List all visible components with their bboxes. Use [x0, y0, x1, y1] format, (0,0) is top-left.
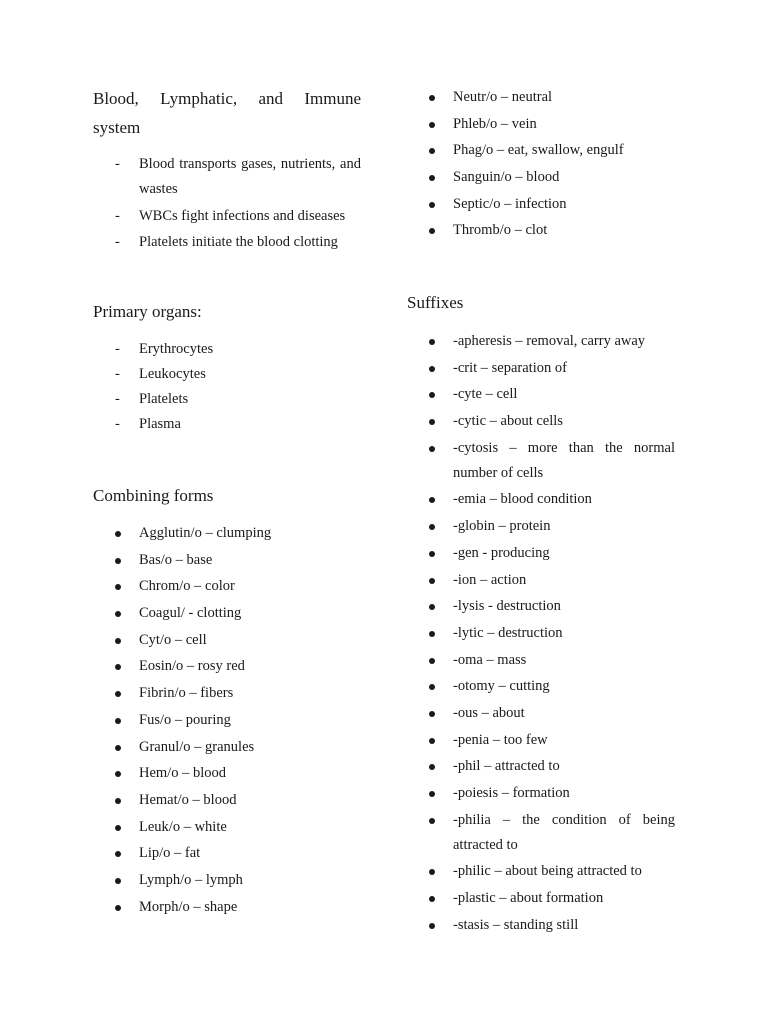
list-item	[407, 808, 675, 858]
bullet-icon	[115, 718, 121, 724]
list-item-text: -poiesis – formation	[453, 785, 570, 801]
list-item-text: Neutr/o – neutral	[453, 89, 553, 105]
list-item	[93, 815, 361, 840]
list-item-text: Chrom/o – color	[139, 578, 235, 595]
bullet-icon	[429, 446, 435, 452]
bullet-icon	[429, 392, 435, 398]
list-item-text: Fus/o – pouring	[139, 711, 231, 728]
list-item-text: -cyte – cell	[453, 386, 518, 403]
list-item-text: Bas/o – base	[139, 551, 213, 568]
list-item-text: -crit – separation of	[453, 359, 567, 376]
section-heading-blood-system	[93, 84, 361, 142]
list-item	[407, 754, 675, 779]
bullet-icon	[429, 95, 435, 101]
list-item-text: Leukocytes	[139, 366, 206, 382]
list-item-text: -globin – protein	[453, 518, 551, 535]
combining-forms-list	[93, 521, 361, 921]
list-item-text: Granul/o – granules	[139, 738, 255, 755]
list-item	[407, 648, 675, 673]
bullet-icon	[429, 764, 435, 770]
bullet-icon	[429, 869, 435, 875]
bullet-icon	[429, 551, 435, 557]
list-item: - WBCs fight infections and diseases	[115, 207, 346, 224]
section-heading-primary-organs: Primary organs:	[93, 302, 202, 321]
list-item	[93, 868, 361, 893]
bullet-icon	[429, 228, 435, 234]
bullet-icon	[429, 524, 435, 530]
bullet-icon	[429, 175, 435, 181]
list-item-text: Platelets initiate the blood clotting	[139, 234, 338, 251]
heading-line-1: Blood, Lymphatic, and Immune	[93, 89, 361, 108]
bullet-icon	[115, 851, 121, 857]
list-item-text: -cytosis – more than the normal number of cells	[453, 439, 675, 481]
list-item-text: -gen - producing	[453, 544, 550, 561]
list-item	[93, 761, 361, 786]
suffixes-list	[407, 329, 675, 939]
list-item	[407, 382, 675, 407]
bullet-icon	[429, 339, 435, 345]
list-item-text: Phleb/o – vein	[453, 115, 537, 132]
list-item-text: -lytic – destruction	[453, 624, 563, 641]
bullet-icon	[115, 798, 121, 804]
list-item	[407, 541, 675, 566]
list-item	[93, 521, 361, 546]
list-item	[93, 681, 361, 706]
list-item	[407, 165, 675, 190]
bullet-icon	[429, 738, 435, 744]
list-item	[93, 654, 361, 679]
list-item	[407, 568, 675, 593]
list-item-text: Lymph/o – lymph	[139, 871, 243, 888]
bullet-icon	[115, 771, 121, 777]
bullet-icon	[429, 604, 435, 610]
list-item: - Plasma	[115, 416, 181, 432]
list-item	[407, 728, 675, 753]
list-item-text: Agglutin/o – clumping	[139, 525, 272, 541]
bullet-icon	[115, 745, 121, 751]
list-item: - Erythrocytes	[115, 341, 214, 357]
list-item-text: Erythrocytes	[139, 341, 214, 357]
list-item-text: WBCs fight infections and diseases	[139, 207, 346, 224]
list-item-text: Septic/o – infection	[453, 195, 567, 212]
list-item	[407, 85, 675, 110]
list-item	[407, 674, 675, 699]
bullet-icon	[429, 366, 435, 372]
bullet-icon	[429, 684, 435, 690]
blood-function-list	[93, 152, 361, 257]
list-item-text: -ion – action	[453, 571, 527, 588]
list-item	[407, 886, 675, 911]
bullet-icon	[115, 905, 121, 911]
list-item-text: -plastic – about formation	[453, 890, 604, 907]
list-item	[93, 708, 361, 733]
list-item	[407, 859, 675, 884]
list-item-text: -emia – blood condition	[453, 491, 592, 508]
list-item-text: Coagul/ - clotting	[139, 605, 242, 622]
list-item	[407, 781, 675, 806]
list-item	[407, 192, 675, 217]
list-item: - Leukocytes	[115, 366, 206, 382]
list-item-text: Cyt/o – cell	[139, 631, 207, 648]
bullet-icon	[429, 202, 435, 208]
bullet-icon	[115, 664, 121, 670]
list-item	[407, 138, 675, 163]
primary-organs-list	[93, 337, 361, 437]
list-item	[93, 841, 361, 866]
list-item	[407, 514, 675, 539]
list-item-text: Platelets	[139, 391, 189, 407]
bullet-icon	[115, 691, 121, 697]
bullet-icon	[115, 584, 121, 590]
list-item-text: -otomy – cutting	[453, 678, 550, 695]
list-item	[407, 409, 675, 434]
bullet-icon	[429, 419, 435, 425]
list-item: - Platelets initiate the blood clotting	[115, 234, 338, 251]
list-item-text: -apheresis – removal, carry away	[453, 333, 646, 349]
combining-forms-list-continued	[407, 85, 675, 245]
bullet-icon	[429, 122, 435, 128]
list-item	[93, 788, 361, 813]
list-item-text: Blood transports gases, nutrients, and wastes	[139, 156, 361, 197]
list-item	[93, 548, 361, 573]
bullet-icon	[429, 578, 435, 584]
list-item	[93, 601, 361, 626]
list-item	[407, 356, 675, 381]
bullet-icon	[429, 923, 435, 929]
list-item	[407, 913, 675, 938]
bullet-icon	[115, 531, 121, 537]
list-item	[407, 594, 675, 619]
list-item	[93, 895, 361, 920]
list-item	[93, 735, 361, 760]
list-item	[407, 112, 675, 137]
list-item	[407, 218, 675, 243]
list-item	[93, 574, 361, 599]
section-heading-combining-forms: Combining forms	[93, 486, 214, 505]
bullet-icon	[429, 148, 435, 154]
list-item-text: -phil – attracted to	[453, 758, 560, 775]
list-item	[93, 628, 361, 653]
list-item-text: Phag/o – eat, swallow, engulf	[453, 142, 624, 159]
list-item-text: -penia – too few	[453, 731, 548, 748]
bullet-icon	[429, 896, 435, 902]
list-item	[407, 436, 675, 486]
list-item-text: -oma – mass	[453, 651, 527, 668]
list-item-text: Fibrin/o – fibers	[139, 685, 234, 702]
list-item-text: -philia – the condition of being attracted to	[453, 811, 675, 853]
bullet-icon	[429, 791, 435, 797]
bullet-icon	[115, 878, 121, 884]
list-item-text: -stasis – standing still	[453, 916, 579, 933]
list-item: - Platelets	[115, 391, 189, 407]
bullet-icon	[115, 825, 121, 831]
bullet-icon	[115, 611, 121, 617]
heading-line-2: system	[93, 118, 141, 137]
list-item-text: Hem/o – blood	[139, 765, 226, 782]
list-item-text: -lysis - destruction	[453, 598, 561, 615]
bullet-icon	[429, 658, 435, 664]
bullet-icon	[115, 558, 121, 564]
bullet-icon	[429, 497, 435, 503]
bullet-icon	[429, 818, 435, 824]
list-item-text: -philic – about being attracted to	[453, 863, 642, 880]
list-item-text: Plasma	[139, 416, 181, 432]
list-item-text: Lip/o – fat	[139, 845, 201, 862]
list-item: - Blood transports gases, nutrients, and wastes	[93, 152, 361, 202]
list-item-text: Hemat/o – blood	[139, 791, 237, 808]
list-item-text: -cytic – about cells	[453, 413, 563, 430]
list-item-text: -ous – about	[453, 704, 525, 721]
section-heading-suffixes: Suffixes	[407, 293, 464, 312]
list-item	[407, 621, 675, 646]
list-item-text: Eosin/o – rosy red	[139, 658, 245, 675]
bullet-icon	[115, 638, 121, 644]
list-item-text: Morph/o – shape	[139, 898, 238, 915]
bullet-icon	[429, 711, 435, 717]
list-item-text: Thromb/o – clot	[453, 222, 548, 239]
list-item	[407, 487, 675, 512]
list-item-text: Leuk/o – white	[139, 818, 227, 835]
list-item	[407, 701, 675, 726]
bullet-icon	[429, 631, 435, 637]
list-item	[407, 329, 675, 354]
list-item-text: Sanguin/o – blood	[453, 169, 560, 186]
